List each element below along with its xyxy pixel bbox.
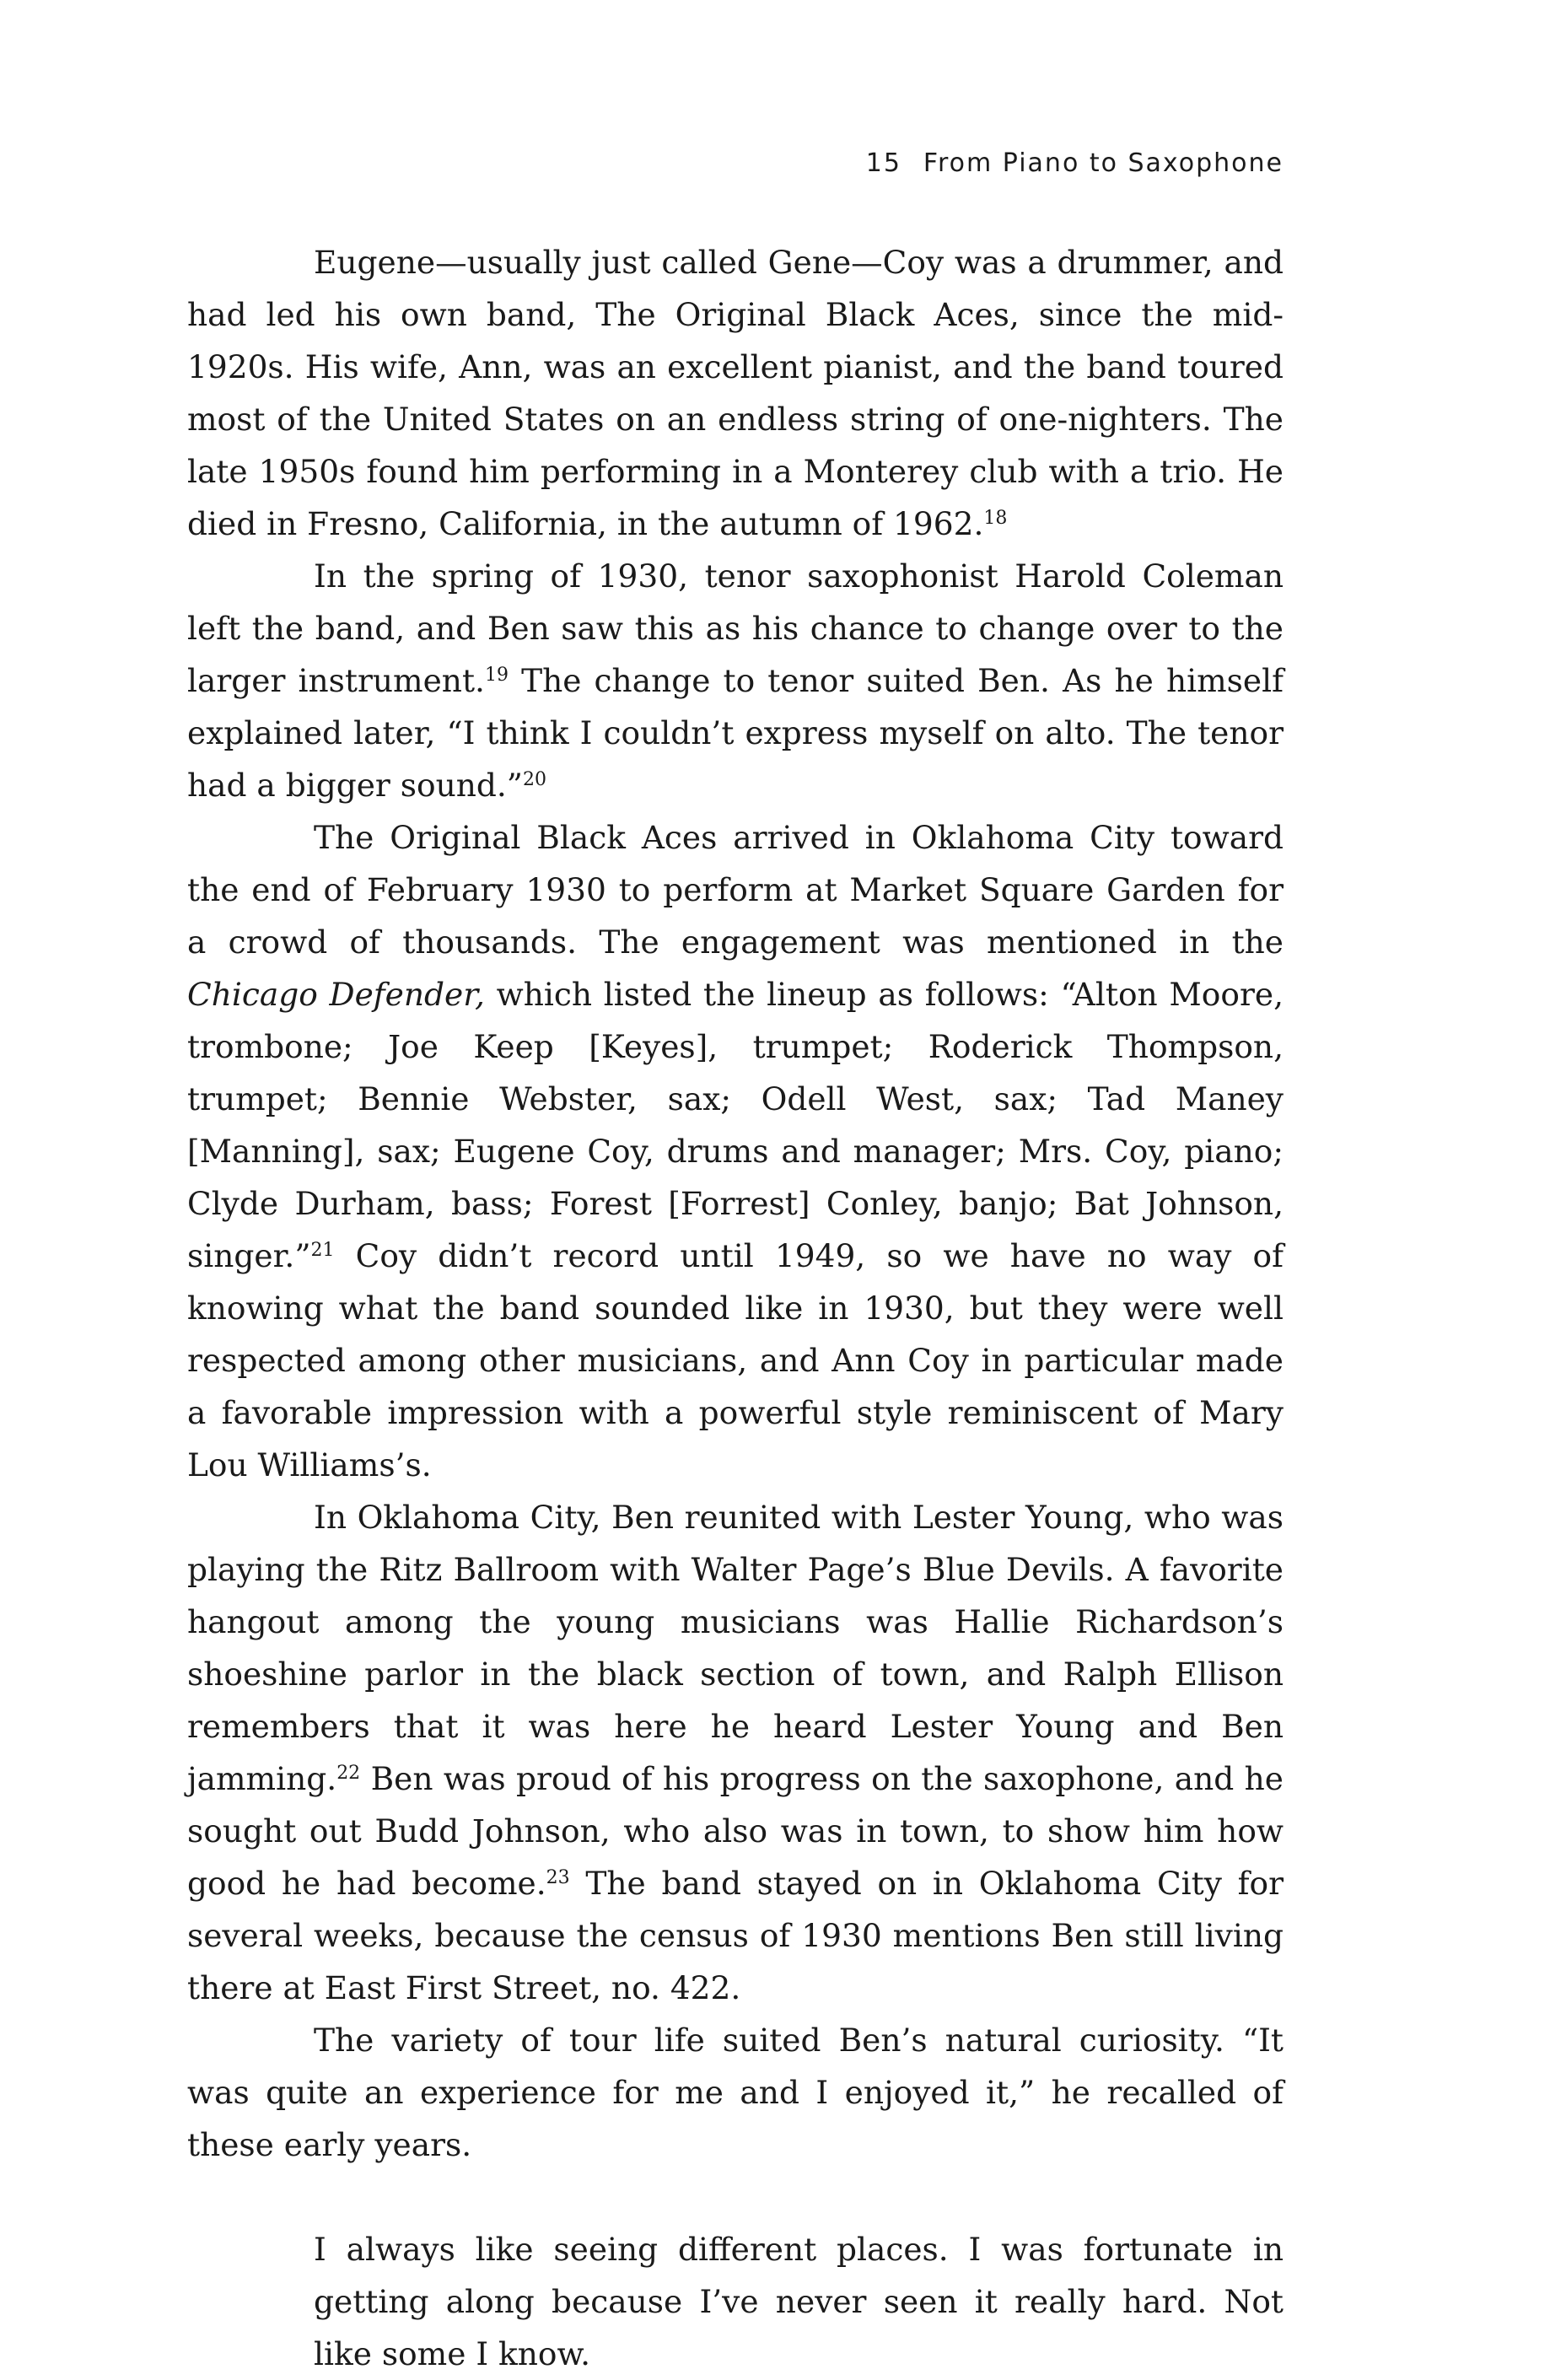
text-run: In Oklahoma City, Ben reunited with Lester Young, who was playing the Ritz Ballroom with Walter Page’s Blue Devils. A favorite hangout among the young musicians was Hallie Richardson’s shoeshine parlor in the black section of town, and Ralph Ellison remembers that it was here he heard Lester Young and Ben jamming. (187, 1499, 1284, 1797)
text-run: The change to tenor suited Ben. As he himself explained later, “I think I couldn’t express myself on alto. The tenor had a bigger sound.” (187, 662, 1284, 804)
text-run: Coy didn’t record until 1949, so we have no way of knowing what the band sounded like in 1930, but they were well respected among other musicians, and Ann Coy in particular made a favorable impression with a powerful style reminiscent of Mary Lou Williams’s. (187, 1237, 1284, 1483)
footnote-ref-20: 20 (522, 769, 546, 790)
text-run: Eugene—usually just called Gene—Coy was a drummer, and had led his own band, The Original Black Aces, since the mid-1920s. His wife, Ann, was an excellent pianist, and the band toured most of the United States on an endless string of one-nighters. The late 1950s found him performing in a Monterey club with a trio. He died in Fresno, California, in the autumn of 1962. (187, 244, 1284, 542)
paragraph (187, 1491, 1284, 2014)
chapter-title: From Piano to Saxophone (923, 148, 1284, 178)
publication-title: Chicago Defender, (187, 976, 485, 1013)
text-run: The Original Black Aces arrived in Oklahoma City toward the end of February 1930 to perform at Market Square Garden for a crowd of thousands. The engagement was mentioned in the (187, 819, 1284, 961)
page-number: 15 (865, 148, 901, 178)
text-run: In the spring of 1930, tenor saxophonist Harold Coleman left the band, and Ben saw this as his chance to change over to the larger instrument. (187, 557, 1284, 699)
paragraph (187, 2014, 1284, 2171)
text-run: Ben was proud of his progress on the saxophone, and he sought out Budd Johnson, who also was in town, to show him how good he had become. (187, 1760, 1284, 1902)
running-head (866, 148, 1284, 178)
paragraph (187, 236, 1284, 550)
footnote-ref-21: 21 (310, 1240, 335, 1261)
paragraph (187, 550, 1284, 811)
text-run: which listed the lineup as follows: “Alton Moore, trombone; Joe Keep [Keyes], trumpet; Roderick Thompson, trumpet; Bennie Webster, sax; Odell West, sax; Tad Maney [Manning], sax; Eugene Coy, drums and manager; Mrs. Coy, piano; Clyde Durham, bass; Forest [Forrest] Conley, banjo; Bat Johnson, singer.” (187, 976, 1284, 1274)
text-run: The band stayed on in Oklahoma City for several weeks, because the census of 1930 mentions Ben still living there at East First Street, no. 422. (187, 1865, 1284, 2006)
body-text (187, 236, 1284, 2380)
footnote-ref-22: 22 (336, 1763, 361, 1784)
footnote-ref-23: 23 (546, 1867, 570, 1888)
footnote-ref-19: 19 (484, 665, 509, 686)
paragraph (187, 811, 1284, 1491)
text-run: The variety of tour life suited Ben’s natural curiosity. “It was quite an experience for me and I enjoyed it,” he recalled of these early years. (187, 2022, 1284, 2163)
block-quote: I always like seeing different places. I was fortunate in getting along because I’ve never seen it really hard. Not like some I know. (314, 2231, 1284, 2372)
footnote-ref-18: 18 (983, 508, 1008, 529)
